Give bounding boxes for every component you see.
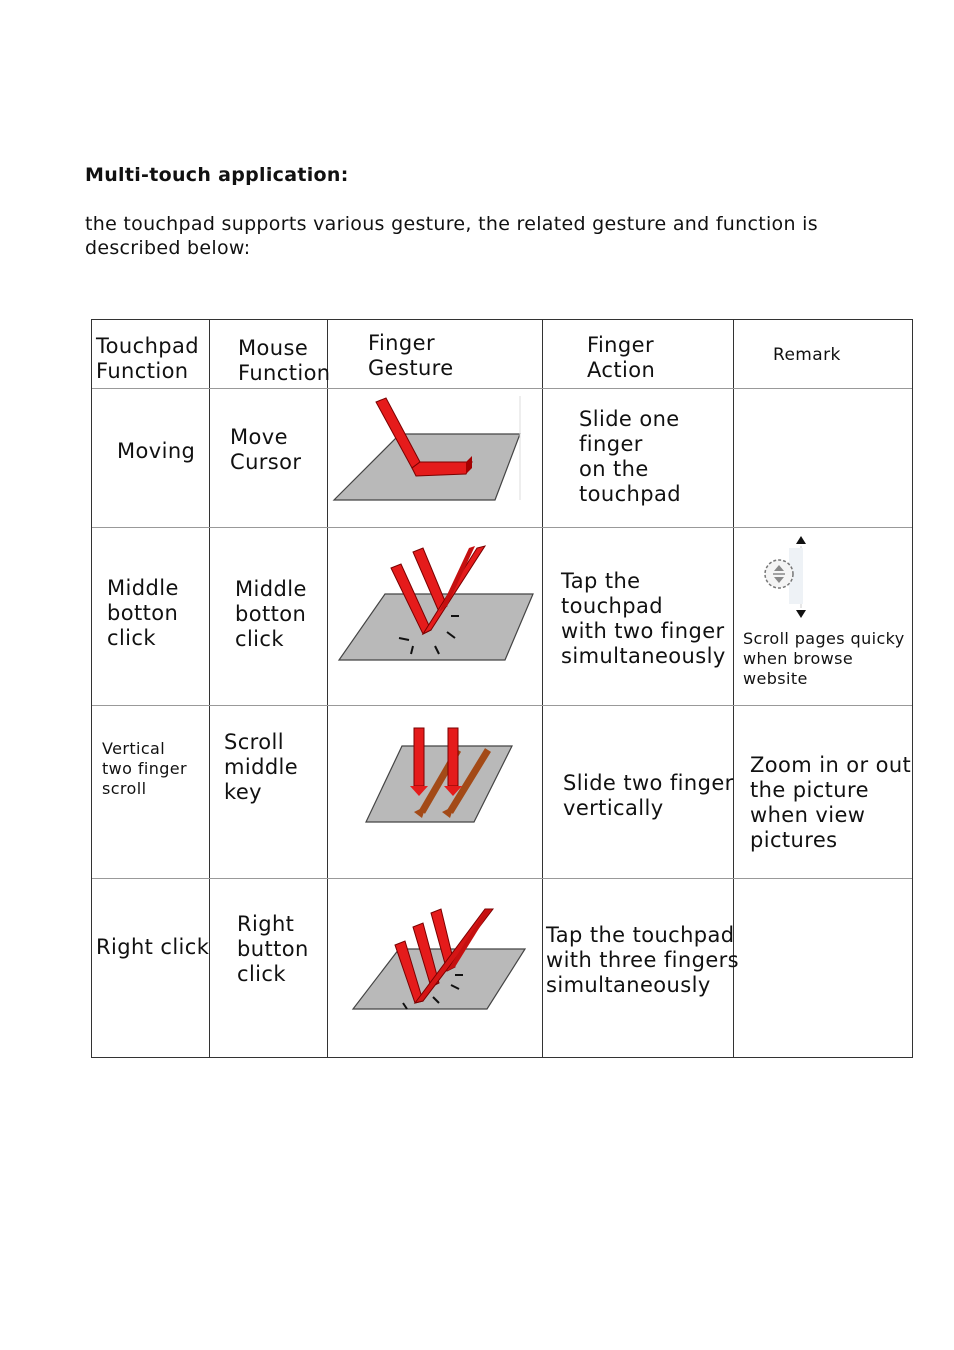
row-divider (92, 705, 912, 706)
intro-paragraph: the touchpad supports various gesture, the related gesture and function is described below: (85, 213, 818, 259)
column-divider (327, 320, 328, 1057)
header-finger-gesture: Finger Gesture (368, 331, 454, 380)
row2-finger-action: Tap the touchpad with two finger simultaneously (561, 569, 726, 668)
row1-finger-action: Slide one finger on the touchpad (579, 407, 681, 506)
header-remark: Remark (773, 345, 841, 365)
row3-finger-action: Slide two finger vertically (563, 771, 734, 820)
header-finger-action: Finger Action (587, 333, 656, 382)
column-divider (542, 320, 543, 1057)
row1-mouse-function: Move Cursor (230, 425, 302, 474)
row3-touchpad-function: Vertical two finger scroll (102, 739, 188, 798)
header-mouse-function: Mouse Function (238, 336, 331, 385)
scroll-wheel-icon (759, 534, 809, 620)
row3-mouse-function: Scroll middle key (224, 730, 299, 804)
row4-touchpad-function: Right click (96, 935, 210, 959)
row2-touchpad-function: Middle botton click (107, 576, 179, 650)
row2-mouse-function: Middle botton click (235, 577, 307, 651)
two-finger-tap-icon (335, 542, 535, 662)
page-heading: Multi-touch application: (85, 164, 349, 186)
row4-finger-action: Tap the touchpad with three fingers simultaneously (546, 923, 740, 997)
two-finger-vertical-scroll-icon (362, 720, 518, 832)
header-touchpad-function: Touchpad Function (96, 334, 200, 383)
row-divider (92, 878, 912, 879)
row-divider (92, 388, 912, 389)
row2-remark: Scroll pages quicky when browse website (743, 629, 905, 688)
row4-mouse-function: Right button click (237, 912, 309, 986)
row-divider (92, 527, 912, 528)
row1-touchpad-function: Moving (117, 439, 196, 463)
one-finger-slide-icon (330, 394, 524, 504)
gesture-table (91, 319, 913, 1058)
row3-remark: Zoom in or out the picture when view pictures (750, 753, 912, 852)
three-finger-tap-icon (351, 905, 529, 1013)
